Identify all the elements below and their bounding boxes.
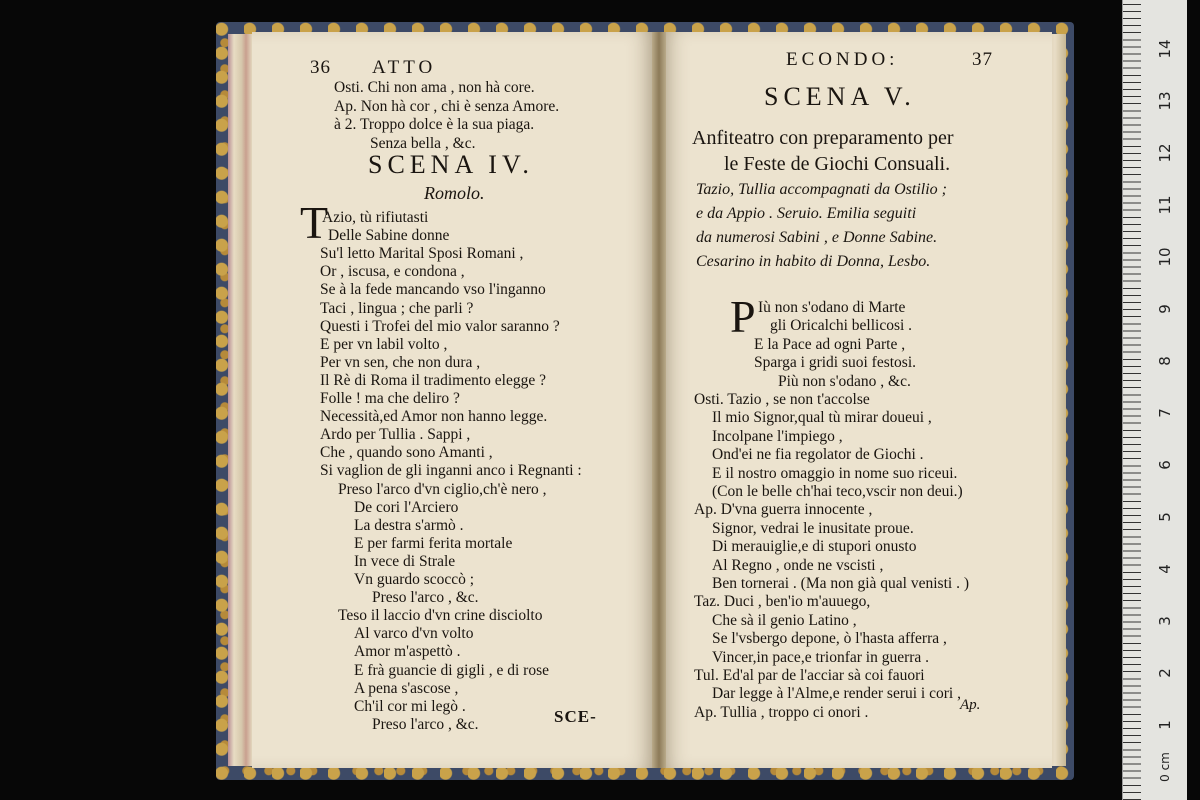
page-number: 36 bbox=[310, 57, 331, 78]
running-head: ATTO bbox=[372, 57, 437, 78]
ruler-ticks bbox=[1123, 0, 1141, 800]
text-line: Tazio, Tullia accompagnati da Ostilio ; bbox=[696, 181, 947, 198]
ruler-number: 5 bbox=[1156, 512, 1174, 522]
text-line: Osti. Chi non ama , non hà core. bbox=[334, 79, 535, 96]
text-line: à 2. Troppo dolce è la sua piaga. bbox=[334, 116, 535, 133]
ruler-number: 9 bbox=[1156, 304, 1174, 314]
left-page bbox=[252, 32, 656, 768]
text-line: Preso l'arco , &c. bbox=[372, 715, 479, 733]
book-gutter bbox=[652, 32, 666, 768]
speaker-heading: Romolo. bbox=[424, 183, 485, 203]
text-line: Ond'ei ne fia regolator de Giochi . bbox=[712, 446, 924, 464]
text-line: Sparga i gridi suoi festosi. bbox=[754, 354, 917, 372]
scene-title: SCENA IV. bbox=[368, 150, 534, 179]
text-line: Che sà il genio Latino , bbox=[712, 611, 857, 629]
ruler-number: 3 bbox=[1156, 616, 1174, 626]
text-line: e da Appio . Seruio. Emilia seguiti bbox=[696, 205, 917, 222]
text-line: Preso l'arco d'vn ciglio,ch'è nero , bbox=[338, 480, 547, 498]
catchword: SCE- bbox=[554, 707, 597, 726]
text-line: E per vn labil volto , bbox=[320, 335, 448, 353]
text-line: Delle Sabine donne bbox=[328, 227, 450, 245]
text-line: Questi i Trofei del mio valor saranno ? bbox=[320, 317, 560, 335]
text-line: Iù non s'odano di Marte bbox=[758, 299, 906, 316]
ruler-unit-label: 0 cm bbox=[1158, 752, 1172, 782]
ruler-number: 12 bbox=[1156, 143, 1174, 163]
text-line: Se l'vsbergo depone, ò l'hasta afferra , bbox=[712, 630, 947, 648]
text-line: Incolpane l'impiego , bbox=[712, 427, 843, 445]
text-line: A pena s'ascose , bbox=[354, 679, 459, 697]
text-line: (Con le belle ch'hai teco,vscir non deui.) bbox=[712, 483, 963, 500]
text-line: Ap. Non hà cor , chi è senza Amore. bbox=[334, 97, 560, 115]
text-line: La destra s'armò . bbox=[354, 516, 464, 534]
text-line: Ch'il cor mi legò . bbox=[354, 697, 466, 715]
text-line: Taz. Duci , ben'io m'auuego, bbox=[694, 593, 871, 611]
text-line: Si vaglion de gli inganni anco i Regnanti : bbox=[320, 462, 582, 480]
text-line: In vece di Strale bbox=[354, 552, 456, 570]
text-line: E frà guancie di gigli , e di rose bbox=[354, 661, 549, 679]
text-line: Cesarino in habito di Donna, Lesbo. bbox=[696, 253, 931, 270]
ruler-number: 7 bbox=[1156, 408, 1174, 418]
text-line: Teso il laccio d'vn crine disciolto bbox=[338, 607, 543, 625]
text-line: Azio, tù rifiutasti bbox=[322, 209, 429, 226]
text-line: Che , quando sono Amanti , bbox=[320, 444, 493, 462]
text-line: Necessità,ed Amor non hanno legge. bbox=[320, 408, 548, 426]
text-line: Se à la fede mancando vso l'inganno bbox=[320, 281, 546, 299]
ruler-number: 2 bbox=[1156, 668, 1174, 678]
text-line: Di merauiglie,e di stupori onusto bbox=[712, 538, 917, 556]
text-line: Folle ! ma che deliro ? bbox=[320, 390, 460, 407]
text-line: E la Pace ad ogni Parte , bbox=[754, 335, 906, 353]
text-line: Senza bella , &c. bbox=[370, 134, 476, 152]
text-line: Più non s'odano , &c. bbox=[778, 372, 911, 390]
text-line: E per farmi ferita mortale bbox=[354, 534, 513, 552]
page-number: 37 bbox=[972, 49, 993, 70]
ruler-number: 1 bbox=[1156, 720, 1174, 730]
ruler-number: 4 bbox=[1156, 564, 1174, 574]
text-line: gli Oricalchi bellicosi . bbox=[770, 317, 913, 335]
right-page bbox=[660, 32, 1052, 768]
text-line: E il nostro omaggio in nome suo riceui. bbox=[712, 464, 958, 482]
text-line: Dar legge à l'Alme,e render serui i cori , bbox=[712, 685, 961, 703]
ruler-number: 13 bbox=[1156, 91, 1174, 111]
text-line: Tul. Ed'al par de l'acciar sà coi fauori bbox=[694, 667, 925, 684]
drop-cap: T bbox=[300, 197, 329, 248]
text-line: Ap. D'vna guerra innocente , bbox=[694, 501, 873, 519]
text-line: Ap. Tullia , troppo ci onori . bbox=[694, 703, 869, 721]
text-line: Anfiteatro con preparamento per bbox=[692, 127, 954, 149]
text-line: Ardo per Tullia . Sappi , bbox=[320, 426, 471, 444]
text-line: Osti. Tazio , se non t'accolse bbox=[694, 391, 870, 408]
scene-title: SCENA V. bbox=[764, 82, 916, 111]
text-line: Su'l letto Marital Sposi Romani , bbox=[320, 245, 524, 263]
text-line: Or , iscusa, e condona , bbox=[320, 263, 465, 281]
text-line: Ben tornerai . (Ma non già qual venisti . ) bbox=[712, 575, 969, 592]
ruler-number: 8 bbox=[1156, 356, 1174, 366]
text-line: Al Regno , onde ne vscisti , bbox=[712, 556, 884, 574]
ruler-number: 14 bbox=[1156, 39, 1174, 59]
text-line: Taci , lingua ; che parli ? bbox=[320, 299, 474, 317]
catchword: Ap. bbox=[960, 697, 981, 713]
text-line: Il Rè di Roma il tradimento elegge ? bbox=[320, 371, 546, 389]
text-line: le Feste de Giochi Consuali. bbox=[724, 153, 951, 175]
text-line: Al varco d'vn volto bbox=[354, 625, 474, 643]
text-line: Amor m'aspettò . bbox=[354, 643, 461, 661]
text-line: De cori l'Arciero bbox=[354, 498, 459, 516]
text-line: Per vn sen, che non dura , bbox=[320, 353, 481, 371]
text-line: da numerosi Sabini , e Donne Sabine. bbox=[696, 229, 938, 246]
ruler-number: 11 bbox=[1156, 195, 1174, 215]
ruler-number: 10 bbox=[1156, 247, 1174, 267]
text-line: Vn guardo scoccò ; bbox=[354, 571, 475, 588]
measurement-ruler bbox=[1122, 0, 1187, 800]
running-head: ECONDO: bbox=[786, 49, 899, 70]
text-line: Il mio Signor,qual tù mirar doueui , bbox=[712, 409, 932, 427]
drop-cap: P bbox=[730, 291, 756, 342]
text-line: Preso l'arco , &c. bbox=[372, 589, 479, 607]
text-line: Signor, vedrai le inusitate proue. bbox=[712, 519, 914, 537]
text-line: Vincer,in pace,e trionfar in guerra . bbox=[712, 648, 930, 666]
ruler-number: 6 bbox=[1156, 460, 1174, 470]
